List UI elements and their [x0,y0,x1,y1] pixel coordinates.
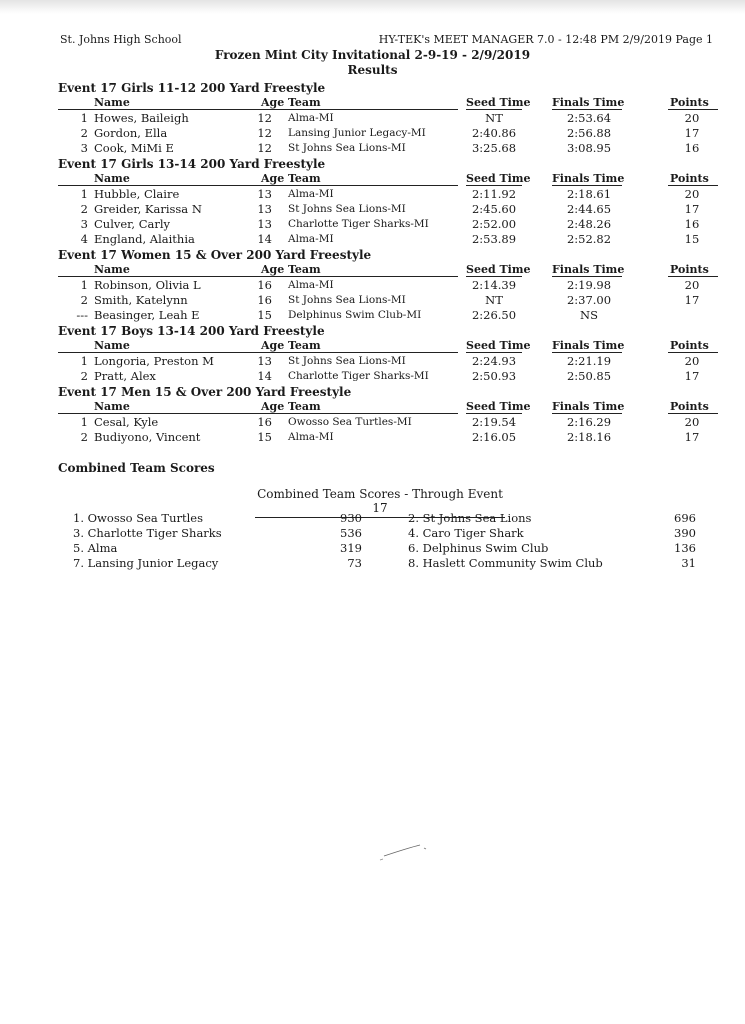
swimmer-seed: 2:14.39 [471,278,517,292]
swimmer-place: 2 [80,430,88,444]
team-points: 536 [340,526,362,540]
swimmer-age: 12 [257,126,272,140]
swimmer-name: Hubble, Claire [94,187,180,201]
swimmer-place: 1 [80,187,88,201]
swimmer-name: Cesal, Kyle [94,415,159,429]
team-points: 390 [674,526,696,540]
swimmer-finals: 3:08.95 [566,141,612,155]
swimmer-team: Alma-MI [288,188,334,200]
swimmer-seed: 3:25.68 [471,141,517,155]
col-points-header: Points [670,263,709,276]
event-title: Event 17 Girls 13-14 200 Yard Freestyle [58,157,326,171]
swimmer-team: St Johns Sea Lions-MI [288,142,406,154]
swimmer-name: Greider, Karissa N [94,202,202,216]
swimmer-finals: 2:53.64 [566,111,612,125]
swimmer-team: Alma-MI [288,112,334,124]
team-name: 5. Alma [73,541,118,555]
combined-scores-heading: Combined Team Scores [58,461,215,475]
swimmer-points: 16 [684,217,700,231]
col-age-header: Age [261,339,285,352]
swimmer-age: 16 [257,293,272,307]
event-block [58,384,718,444]
swimmer-place: 3 [80,141,88,155]
swimmer-finals: 2:52.82 [566,232,612,246]
col-points-header: Points [670,172,709,185]
team-points: 930 [340,511,362,525]
col-name-header: Name [94,339,130,352]
swimmer-finals: 2:19.98 [566,278,612,292]
swimmer-points: 16 [684,141,700,155]
col-seed-header: Seed Time [466,339,531,352]
swimmer-finals: 2:18.16 [566,430,612,444]
team-name: 4. Caro Tiger Shark [408,526,524,540]
results-subtitle: Results [347,63,398,77]
swimmer-seed: 2:52.00 [471,217,517,231]
swimmer-age: 15 [257,430,272,444]
event-block [58,80,718,155]
column-header [58,263,718,277]
event-block [58,156,718,246]
result-row [58,125,718,140]
swimmer-points: 17 [684,430,700,444]
swimmer-finals: 2:48.26 [566,217,612,231]
swimmer-place: 1 [80,415,88,429]
swimmer-place: 3 [80,217,88,231]
swimmer-age: 16 [257,415,272,429]
col-name-header: Name [94,96,130,109]
col-points-header: Points [670,339,709,352]
swimmer-team: St Johns Sea Lions-MI [288,355,406,367]
swimmer-age: 12 [257,141,272,155]
column-header [58,339,718,353]
col-points-header: Points [670,96,709,109]
team-points: 73 [347,556,362,570]
swimmer-name: Robinson, Olivia L [94,278,201,292]
swimmer-name: Cook, MiMi E [94,141,174,155]
swimmer-place: 2 [80,293,88,307]
team-score-row [58,526,718,541]
result-row [58,140,718,155]
swimmer-seed: 2:26.50 [471,308,517,322]
result-row [58,231,718,246]
swimmer-points: 17 [684,293,700,307]
swimmer-points: 20 [684,415,700,429]
swimmer-name: Culver, Carly [94,217,171,231]
swimmer-age: 15 [257,308,272,322]
col-name-header: Name [94,263,130,276]
team-score-row [58,541,718,556]
swimmer-place: 2 [80,369,88,383]
swimmer-finals: 2:44.65 [566,202,612,216]
col-age-header: Age [261,400,285,413]
swimmer-points: 20 [684,111,700,125]
swimmer-place: 2 [80,126,88,140]
swimmer-seed: NT [485,111,503,125]
column-header [58,96,718,110]
meet-title: Frozen Mint City Invitational 2-9-19 - 2/9/2019 [214,48,531,62]
swimmer-seed: 2:53.89 [471,232,517,246]
swimmer-team: Alma-MI [288,233,334,245]
result-row [58,307,718,322]
swimmer-name: Pratt, Alex [94,369,156,383]
software-stamp: HY-TEK's MEET MANAGER 7.0 - 12:48 PM 2/9/2019 Page 1 [378,33,713,46]
result-row [58,110,718,125]
col-finals-header: Finals Time [552,96,625,109]
col-team-header: Team [288,96,321,109]
swimmer-age: 13 [257,187,272,201]
swimmer-place: 1 [80,278,88,292]
swimmer-place: --- [76,308,88,322]
swimmer-seed: NT [485,293,503,307]
swimmer-finals: 2:37.00 [566,293,612,307]
col-age-header: Age [261,263,285,276]
team-points: 319 [340,541,362,555]
pen-mark-icon [378,840,438,862]
col-seed-header: Seed Time [466,172,531,185]
event-block [58,247,718,322]
swimmer-points: 20 [684,278,700,292]
col-finals-header: Finals Time [552,339,625,352]
col-age-header: Age [261,96,285,109]
col-finals-header: Finals Time [552,400,625,413]
swimmer-finals: 2:50.85 [566,369,612,383]
swimmer-age: 14 [257,369,272,383]
col-points-header: Points [670,400,709,413]
swimmer-points: 20 [684,354,700,368]
swimmer-seed: 2:40.86 [471,126,517,140]
swimmer-finals: 2:16.29 [566,415,612,429]
swimmer-team: St Johns Sea Lions-MI [288,203,406,215]
team-name: 3. Charlotte Tiger Sharks [73,526,222,540]
team-name: 6. Delphinus Swim Club [408,541,549,555]
column-header [58,172,718,186]
scan-top-edge [0,0,745,14]
swimmer-age: 16 [257,278,272,292]
swimmer-age: 14 [257,232,272,246]
swimmer-seed: 2:50.93 [471,369,517,383]
swimmer-points: 20 [684,187,700,201]
team-score-row [58,556,718,571]
col-team-header: Team [288,339,321,352]
swimmer-team: Charlotte Tiger Sharks-MI [288,218,429,230]
swimmer-name: Howes, Baileigh [94,111,189,125]
swimmer-age: 12 [257,111,272,125]
swimmer-name: Budiyono, Vincent [94,430,201,444]
col-team-header: Team [288,400,321,413]
combined-scores-subheading: Combined Team Scores - Through Event 17 [255,487,505,518]
swimmer-seed: 2:16.05 [471,430,517,444]
swimmer-points: 17 [684,202,700,216]
event-block [58,323,718,383]
event-results [58,80,718,445]
swimmer-team: Delphinus Swim Club-MI [288,309,422,321]
col-finals-header: Finals Time [552,172,625,185]
swimmer-team: Lansing Junior Legacy-MI [288,127,426,139]
event-title: Event 17 Boys 13-14 200 Yard Freestyle [58,324,325,338]
col-name-header: Name [94,172,130,185]
swimmer-place: 4 [80,232,88,246]
col-seed-header: Seed Time [466,400,531,413]
swimmer-points: 17 [684,126,700,140]
swimmer-team: Owosso Sea Turtles-MI [288,416,412,428]
swimmer-age: 13 [257,354,272,368]
result-row [58,353,718,368]
team-points: 136 [674,541,696,555]
col-age-header: Age [261,172,285,185]
swimmer-place: 2 [80,202,88,216]
result-row [58,216,718,231]
result-row [58,368,718,383]
swimmer-points: 15 [684,232,700,246]
swimmer-seed: 2:45.60 [471,202,517,216]
swimmer-age: 13 [257,217,272,231]
team-points: 31 [681,556,696,570]
result-row [58,414,718,429]
swimmer-team: Alma-MI [288,279,334,291]
swimmer-team: Charlotte Tiger Sharks-MI [288,370,429,382]
combined-team-scores [58,461,718,570]
col-team-header: Team [288,172,321,185]
result-row [58,429,718,444]
col-seed-header: Seed Time [466,96,531,109]
team-name: 8. Haslett Community Swim Club [408,556,603,570]
result-row [58,292,718,307]
swimmer-seed: 2:11.92 [471,187,517,201]
swimmer-finals: 2:21.19 [566,354,612,368]
col-finals-header: Finals Time [552,263,625,276]
swimmer-name: Gordon, Ella [94,126,168,140]
swimmer-name: Smith, Katelynn [94,293,188,307]
column-header [58,400,718,414]
col-name-header: Name [94,400,130,413]
swimmer-place: 1 [80,111,88,125]
swimmer-name: England, Alaithia [94,232,195,246]
event-title: Event 17 Girls 11-12 200 Yard Freestyle [58,81,326,95]
col-team-header: Team [288,263,321,276]
swimmer-finals: 2:18.61 [566,187,612,201]
result-row [58,201,718,216]
swimmer-finals: NS [580,308,598,322]
swimmer-name: Longoria, Preston M [94,354,214,368]
result-row [58,186,718,201]
school-name: St. Johns High School [60,33,182,46]
result-row [58,277,718,292]
team-name: 7. Lansing Junior Legacy [73,556,219,570]
swimmer-place: 1 [80,354,88,368]
swimmer-age: 13 [257,202,272,216]
swimmer-team: Alma-MI [288,431,334,443]
col-seed-header: Seed Time [466,263,531,276]
event-title: Event 17 Men 15 & Over 200 Yard Freestyle [58,385,352,399]
team-score-row [58,511,718,526]
team-name: 2. St Johns Sea Lions [408,511,532,525]
team-points: 696 [674,511,696,525]
swimmer-name: Beasinger, Leah E [94,308,200,322]
swimmer-points: 17 [684,369,700,383]
event-title: Event 17 Women 15 & Over 200 Yard Freestyle [58,248,372,262]
swimmer-team: St Johns Sea Lions-MI [288,294,406,306]
team-name: 1. Owosso Sea Turtles [73,511,203,525]
swimmer-seed: 2:19.54 [471,415,517,429]
swimmer-seed: 2:24.93 [471,354,517,368]
swimmer-finals: 2:56.88 [566,126,612,140]
